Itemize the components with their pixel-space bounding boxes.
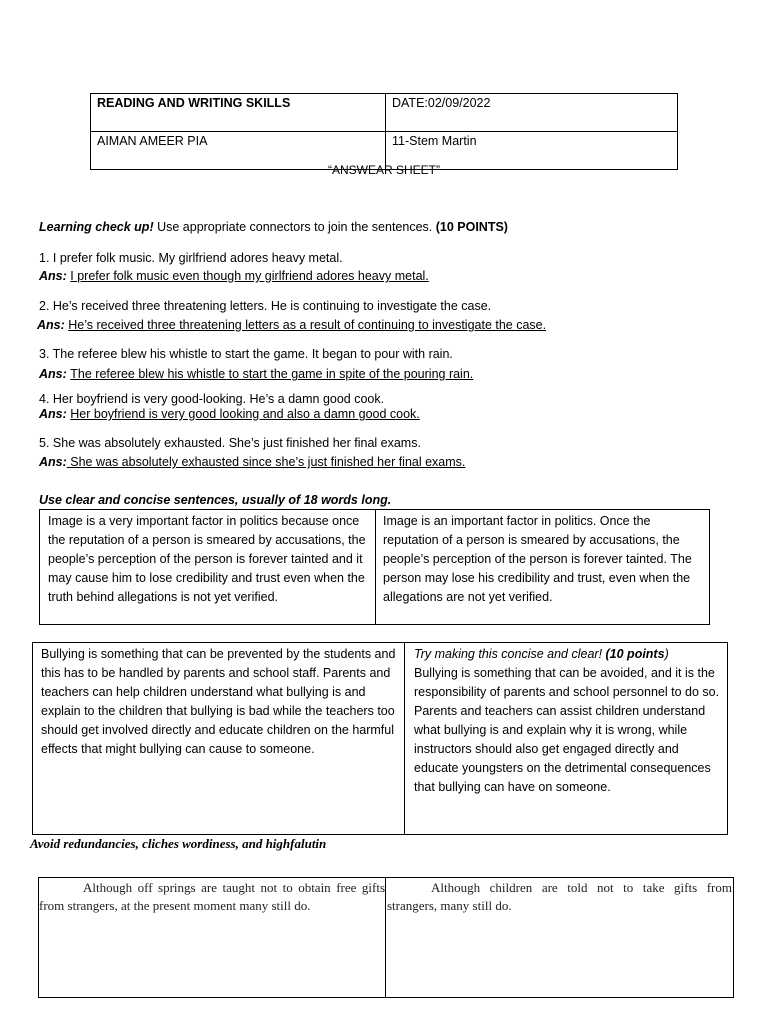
answer-text: She was absolutely exhausted since she’s just finished her final exams. bbox=[66, 455, 466, 469]
concise-table-1 bbox=[39, 509, 710, 625]
subject-cell: READING AND WRITING SKILLS bbox=[91, 94, 386, 132]
question-text: She was absolutely exhausted. She’s just finished her final exams. bbox=[52, 436, 421, 450]
question-number: 5. bbox=[39, 436, 53, 450]
concise-table-2 bbox=[32, 642, 728, 835]
question-number: 2. bbox=[39, 299, 53, 313]
revision-prompt: Try making this concise and clear! bbox=[414, 647, 606, 661]
table-divider bbox=[404, 643, 405, 834]
table-divider bbox=[385, 878, 386, 997]
revised-text: Bullying is something that can be avoided, and it is the responsibility of parents and school personnel to do so. Parents and teachers can assist children understand what bullying is and explain why it is wrong, while instructors should also get engaged directly and educate youngsters on the detrimental consequences that bullying can have on someone. bbox=[414, 666, 720, 794]
question-number: 1. bbox=[39, 251, 53, 265]
answer-label: Ans bbox=[39, 407, 63, 421]
date-cell: DATE:02/09/2022 bbox=[386, 94, 678, 132]
redundancy-table bbox=[38, 877, 734, 998]
student-name-cell: AIMAN AMEER PIA bbox=[91, 132, 386, 170]
question-3 bbox=[39, 346, 453, 362]
revised-text: Although children are told not to take gifts from strangers, many still do. bbox=[387, 880, 732, 913]
instructions-text: Use appropriate connectors to join the sentences. bbox=[153, 220, 436, 234]
revised-cell bbox=[414, 645, 720, 797]
question-text: Her boyfriend is very good-looking. He’s a damn good cook. bbox=[52, 392, 385, 406]
section-heading-redundancies: Avoid redundancies, cliches wordiness, and highfalutin bbox=[30, 836, 327, 851]
sheet-title: “ANSWEAR SHEET” bbox=[327, 163, 440, 177]
answer-text: Her boyfriend is very good looking and also a damn good cook. bbox=[70, 407, 420, 421]
instructions-lead: Learning check up! bbox=[39, 220, 154, 234]
answer-text: The referee blew his whistle to start the game in spite of the pouring rain. bbox=[70, 367, 474, 381]
original-text: Although off springs are taught not to obtain free gifts from strangers, at the present moment many still do. bbox=[39, 880, 385, 913]
question-number: 4. bbox=[39, 392, 53, 406]
revision-points: (10 points bbox=[605, 647, 665, 661]
answer-2: Ans: He’s received three threatening letters as a result of continuing to investigate the case. bbox=[37, 318, 547, 332]
question-number: 3. bbox=[39, 347, 53, 361]
answer-label: Ans bbox=[39, 269, 63, 283]
answer-text: I prefer folk music even though my girlfriend adores heavy metal. bbox=[70, 269, 429, 283]
question-text: The referee blew his whistle to start the game. It began to pour with rain. bbox=[52, 347, 453, 361]
answer-label: Ans bbox=[39, 455, 63, 469]
header-table bbox=[90, 93, 678, 170]
answer-4: Ans: Her boyfriend is very good looking and also a damn good cook. bbox=[39, 407, 420, 421]
question-text: He’s received three threatening letters. He is continuing to investigate the case. bbox=[52, 299, 492, 313]
answer-text: He’s received three threatening letters as a result of continuing to investigate the case. bbox=[68, 318, 547, 332]
original-text: Bullying is something that can be prevented by the students and this has to be handled by parents and school staff. Parents and teachers can help children understand what bullying is and explain to the children that bullying is bad while the teachers too should get involved directly and educate children on the harmful effects that might bullying can cause to someone. bbox=[41, 647, 396, 756]
answer-label: Ans bbox=[39, 367, 63, 381]
question-1 bbox=[39, 250, 343, 266]
answer-5: Ans: She was absolutely exhausted since she’s just finished her final exams. bbox=[39, 455, 466, 469]
question-text: I prefer folk music. My girlfriend adores heavy metal. bbox=[52, 251, 343, 265]
question-4 bbox=[39, 391, 384, 407]
table-divider bbox=[375, 510, 376, 624]
answer-label: Ans bbox=[37, 318, 61, 332]
section-heading-concise: Use clear and concise sentences, usually of 18 words long. bbox=[39, 493, 392, 507]
question-5 bbox=[39, 435, 421, 451]
question-2 bbox=[39, 298, 491, 314]
answer-3: Ans: The referee blew his whistle to start the game in spite of the pouring rain. bbox=[39, 367, 474, 381]
revision-prompt-close: ) bbox=[664, 647, 669, 661]
original-text: Image is a very important factor in politics because once the reputation of a person is smeared by accusations, the people’s perception of the person is forever tainted and it may cause him to lose credibility and trust even when the truth behind allegations is not yet verified. bbox=[48, 514, 366, 604]
section-cell: 11-Stem Martin bbox=[386, 132, 678, 170]
instructions bbox=[39, 219, 508, 235]
answer-1: Ans: I prefer folk music even though my girlfriend adores heavy metal. bbox=[39, 269, 429, 283]
revised-text: Image is an important factor in politics. Once the reputation of a person is smeared by accusations, the people’s perception of the person is forever tainted. The person may lose his credibility and trust, even when the allegations are not yet verified. bbox=[383, 514, 692, 604]
instructions-points: (10 POINTS) bbox=[435, 220, 508, 234]
